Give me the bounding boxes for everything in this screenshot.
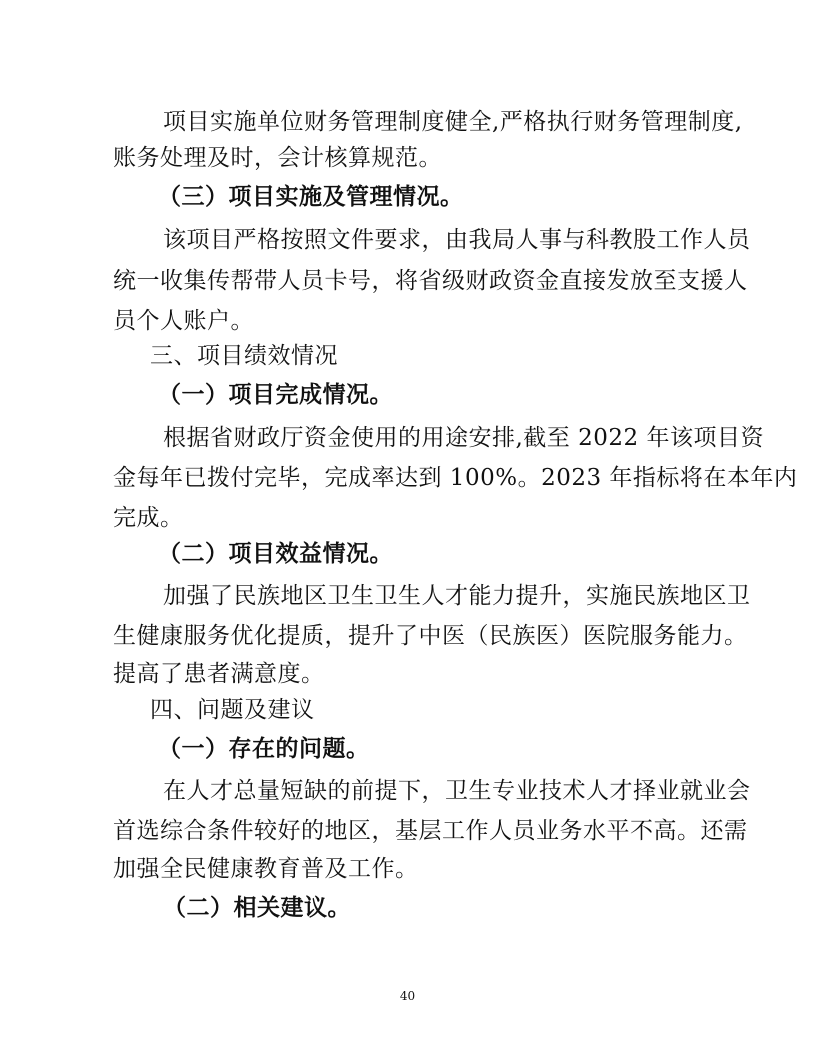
subsection-heading: （二）项目效益情况。 <box>158 540 393 567</box>
paragraph-line: 加强了民族地区卫生卫生人才能力提升，实施民族地区卫 <box>163 583 751 609</box>
paragraph-line: 首选综合条件较好的地区，基层工作人员业务水平不高。还需 <box>113 818 748 844</box>
paragraph-line: 生健康服务优化提质，提升了中医（民族医）医院服务能力。 <box>113 623 748 649</box>
subsection-heading: （一）存在的问题。 <box>158 735 370 762</box>
subsection-heading: （二）相关建议。 <box>163 894 351 921</box>
paragraph-line: 完成。 <box>113 505 184 531</box>
paragraph-line: 统一收集传帮带人员卡号，将省级财政资金直接发放至支援人 <box>113 268 748 294</box>
subsection-heading: （一）项目完成情况。 <box>158 381 393 408</box>
paragraph-line: 该项目严格按照文件要求，由我局人事与科教股工作人员 <box>163 227 751 253</box>
paragraph-line: 金每年已拨付完毕，完成率达到 100%。2023 年指标将在本年内 <box>113 465 798 491</box>
paragraph-line: 在人才总量短缺的前提下，卫生专业技术人才择业就业会 <box>163 778 751 804</box>
paragraph-line: 员个人账户。 <box>113 308 254 334</box>
paragraph-line: 根据省财政厅资金使用的用途安排,截至 2022 年该项目资 <box>163 425 764 451</box>
section-heading: 三、项目绩效情况 <box>150 343 338 369</box>
paragraph-line: 提高了患者满意度。 <box>113 661 325 687</box>
section-heading: 四、问题及建议 <box>150 697 315 723</box>
paragraph-line: 加强全民健康教育普及工作。 <box>113 856 419 882</box>
page-number: 40 <box>399 989 416 1003</box>
subsection-heading: （三）项目实施及管理情况。 <box>158 183 464 210</box>
paragraph-line: 账务处理及时，会计核算规范。 <box>113 145 442 171</box>
paragraph-line: 项目实施单位财务管理制度健全,严格执行财务管理制度, <box>163 109 743 135</box>
